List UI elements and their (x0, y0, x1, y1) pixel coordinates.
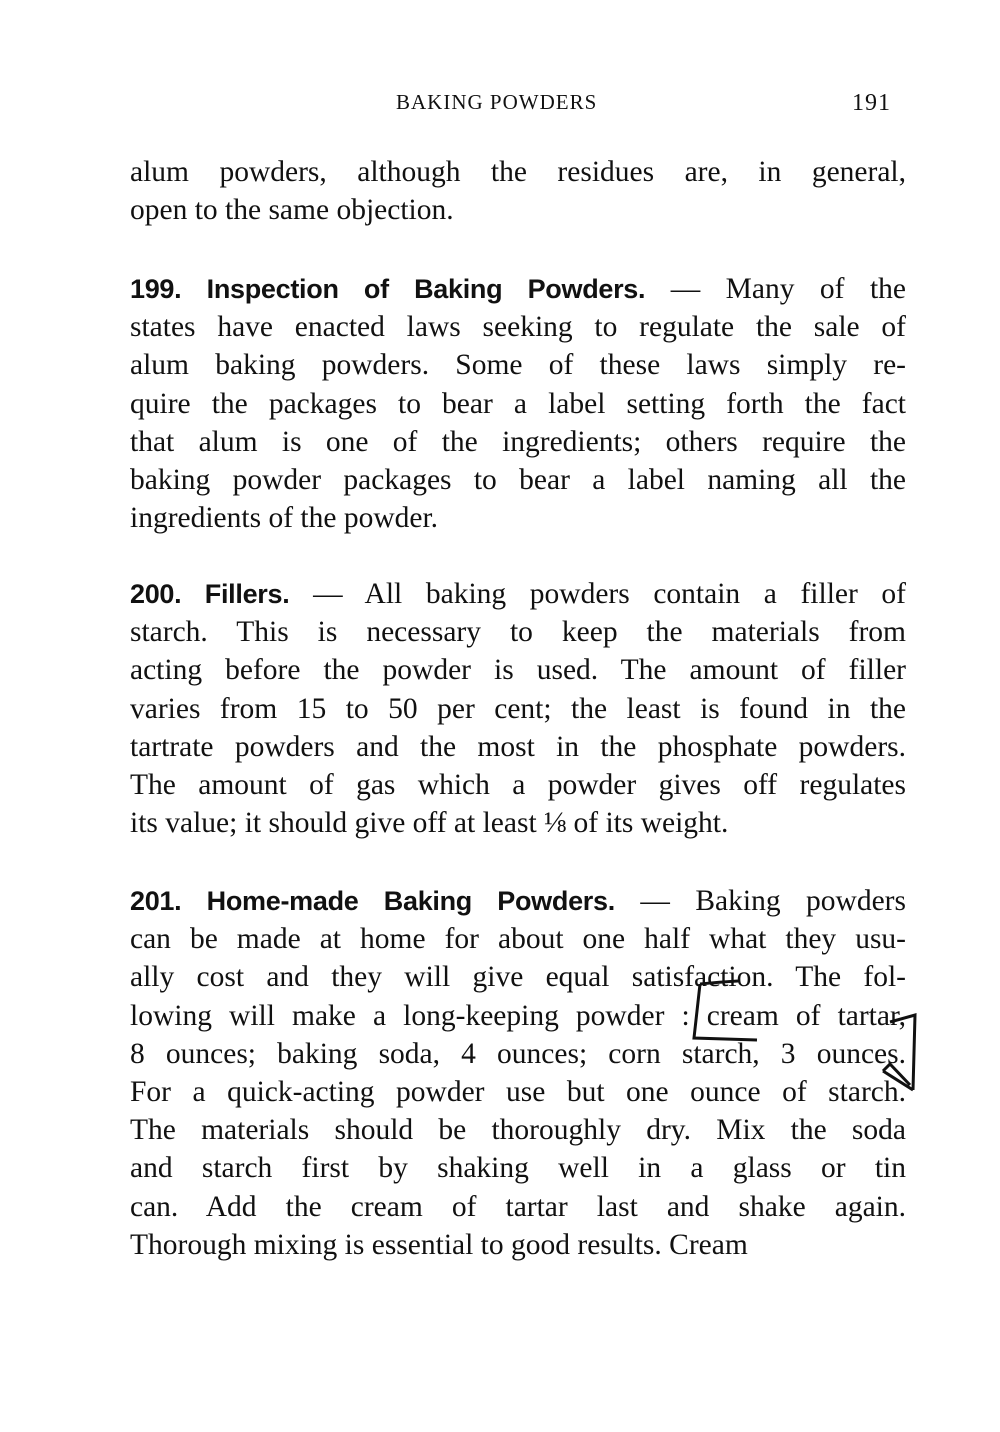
paragraph (130, 575, 906, 842)
section-heading: 201. Home-made Baking Powders. (130, 886, 615, 916)
text-line (130, 423, 906, 461)
text-line (130, 920, 906, 958)
text-line (130, 1188, 906, 1226)
line-text: ally cost and they will give equal satisfaction. The fol- (130, 961, 906, 994)
line-text: can. Add the cream of tartar last and shake again. (130, 1190, 906, 1223)
text-line (130, 997, 906, 1035)
line-text: can be made at home for about one half what they usu- (130, 923, 906, 956)
line-text: that alum is one of the ingredients; others require the (130, 425, 906, 458)
line-text: its value; it should give off at least ⅛ of its weight. (130, 807, 729, 840)
paragraph (130, 270, 906, 537)
line-text: alum powders, although the residues are, in general, (130, 156, 906, 188)
line-text: states have enacted laws seeking to regulate the sale of (130, 311, 906, 344)
text-line (130, 804, 906, 842)
line-text: lowing will make a long-keeping powder : cream of tartar, (130, 999, 906, 1032)
text-line (130, 1035, 906, 1073)
line-text: quire the packages to bear a label setting forth the fact (130, 387, 906, 420)
line-text: 8 ounces; baking soda, 4 ounces; corn starch, 3 ounces. (130, 1037, 906, 1070)
running-title: BAKING POWDERS (396, 90, 598, 114)
text-line (130, 191, 906, 229)
text-line (130, 499, 906, 537)
text-line (130, 766, 906, 804)
line-text: acting before the powder is used. The amount of filler (130, 654, 906, 687)
text-line (130, 1073, 906, 1111)
text-line (130, 958, 906, 996)
line-text: ingredients of the powder. (130, 502, 439, 535)
text-line (130, 1149, 906, 1187)
line-text: tartrate powders and the most in the phosphate powders. (130, 730, 906, 763)
line-text: — Many of the (670, 273, 907, 305)
line-text: varies from 15 to 50 per cent; the least is found in the (130, 692, 906, 725)
text-line (130, 613, 906, 651)
line-text: The amount of gas which a powder gives off regulates (130, 768, 906, 801)
text-line (130, 1111, 906, 1149)
text-line (130, 385, 906, 423)
section-heading: 200. Fillers. (130, 579, 290, 609)
paragraph (130, 153, 906, 229)
line-text: open to the same objection. (130, 194, 454, 227)
line-text: — All baking powders contain a filler of (313, 578, 906, 610)
text-line (130, 1226, 906, 1264)
text-line (130, 270, 906, 308)
text-line (130, 690, 906, 728)
text-line (130, 308, 906, 346)
line-text: starch. This is necessary to keep the materials from (130, 616, 906, 649)
text-line (130, 461, 906, 499)
section-heading: 199. Inspection of Baking Powders. (130, 274, 646, 304)
line-text: and starch first by shaking well in a glass or tin (130, 1152, 906, 1185)
text-line (130, 882, 906, 920)
text-line (130, 153, 906, 191)
paragraph (130, 882, 906, 1264)
text-line (130, 575, 906, 613)
text-line (130, 346, 906, 384)
line-text: The materials should be thoroughly dry. Mix the soda (130, 1114, 906, 1147)
line-text: baking powder packages to bear a label naming all the (130, 463, 906, 496)
line-text: For a quick-acting powder use but one ounce of starch. (130, 1075, 906, 1108)
line-text: — Baking powders (640, 885, 906, 917)
text-line (130, 651, 906, 689)
line-text: alum baking powders. Some of these laws simply re- (130, 349, 906, 382)
page-number: 191 (852, 90, 891, 116)
text-line (130, 728, 906, 766)
line-text: Thorough mixing is essential to good results. Cream (130, 1228, 748, 1261)
